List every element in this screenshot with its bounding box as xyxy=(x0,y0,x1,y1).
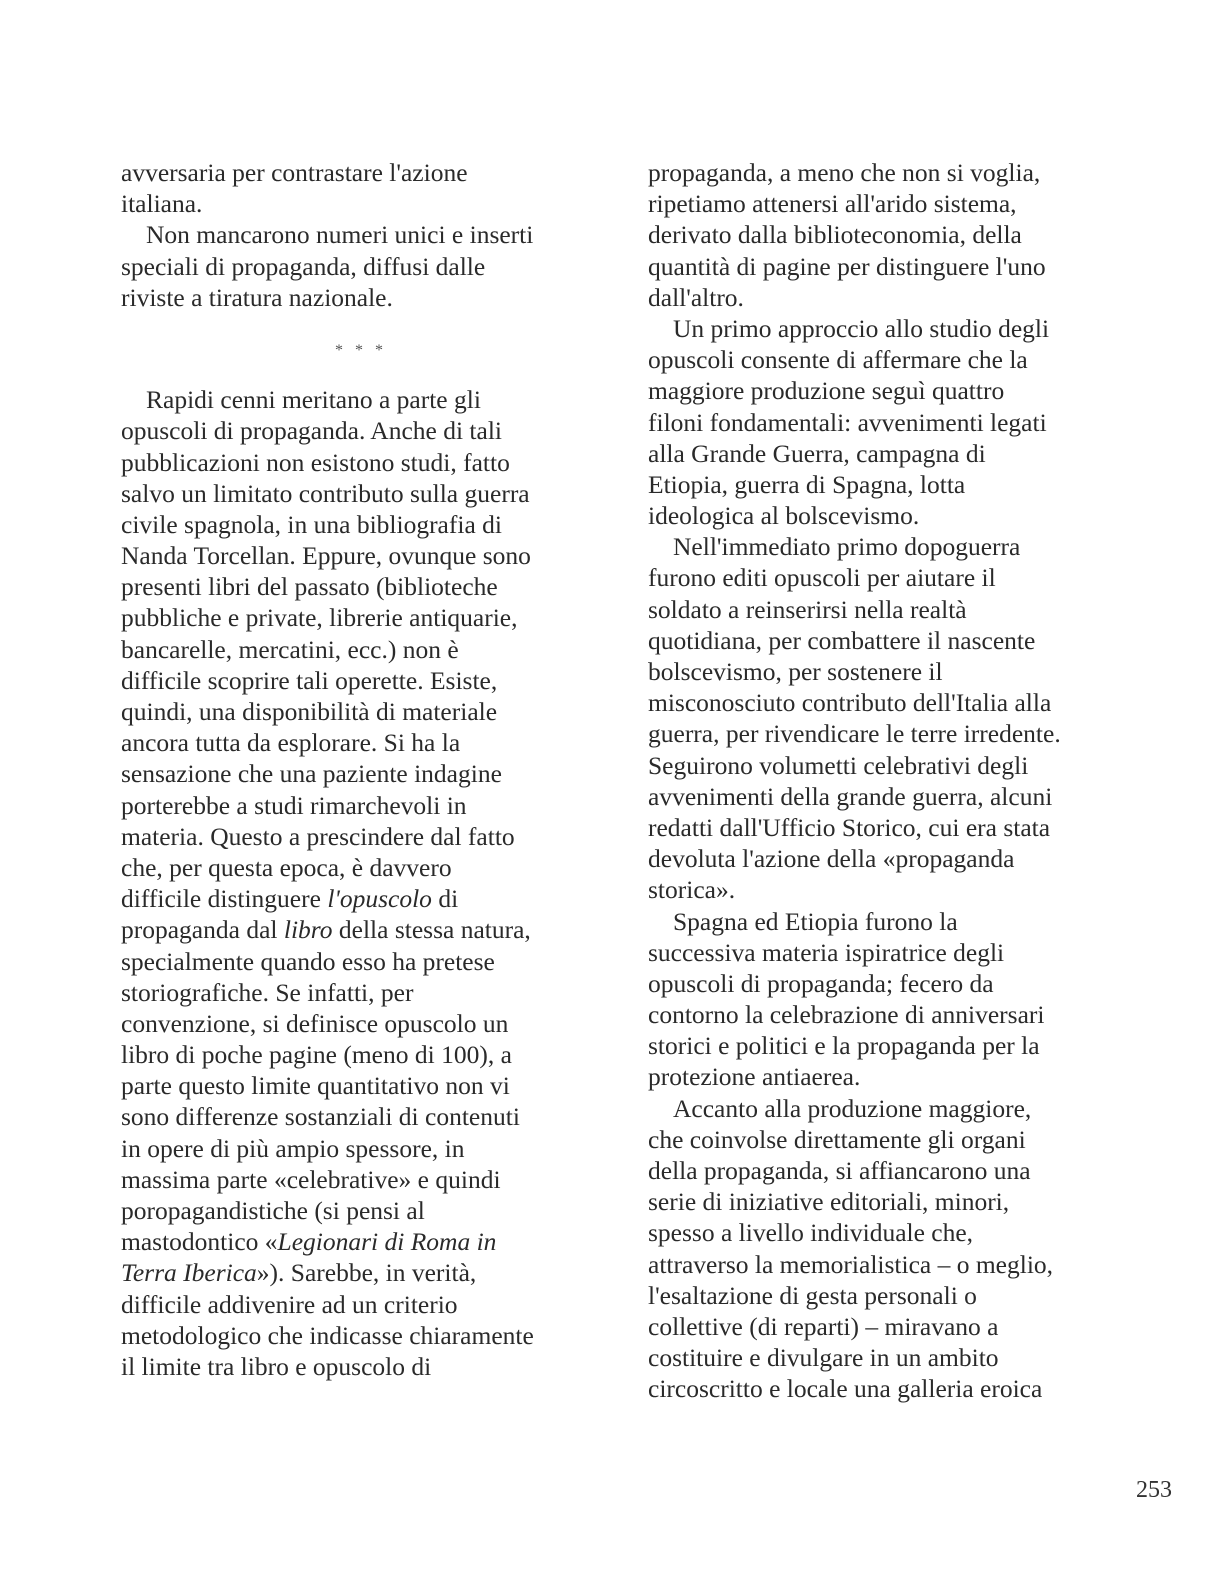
text-run: mastodontico « xyxy=(121,1227,278,1257)
text-line: maggiore produzione seguì quattro xyxy=(648,376,1005,406)
text-line: difficile addivenire ad un criterio xyxy=(121,1289,458,1319)
text-line: contorno la celebrazione di anniversari xyxy=(648,1000,1045,1030)
text-line: alla Grande Guerra, campagna di xyxy=(648,438,986,468)
text-line: dall'altro. xyxy=(648,282,744,312)
text-line: costituire e divulgare in un ambito xyxy=(648,1343,999,1373)
text-line: opuscoli di propaganda. Anche di tali xyxy=(121,416,502,446)
text-line: il limite tra libro e opuscolo di xyxy=(121,1351,432,1381)
text-line: pubblicazioni non esistono studi, fatto xyxy=(121,447,510,477)
text-line: pubbliche e private, librerie antiquarie, xyxy=(121,603,518,633)
page-number: 253 xyxy=(1136,1477,1172,1503)
section-separator: * * * xyxy=(335,341,387,359)
text-line: Spagna ed Etiopia furono la xyxy=(673,906,958,936)
text-line: salvo un limitato contributo sulla guerra xyxy=(121,478,530,508)
text-line: protezione antiaerea. xyxy=(648,1062,861,1092)
text-line xyxy=(121,1257,601,1288)
text-line: avversaria per contrastare l'azione xyxy=(121,158,468,187)
text-line: ideologica al bolscevismo. xyxy=(648,501,920,531)
text-line: porterebbe a studi rimarchevoli in xyxy=(121,790,467,820)
text-line: speciali di propaganda, diffusi dalle xyxy=(121,251,486,281)
text-line: riviste a tiratura nazionale. xyxy=(121,282,393,312)
text-line: filoni fondamentali: avvenimenti legati xyxy=(648,407,1047,437)
text-line: difficile scoprire tali operette. Esiste, xyxy=(121,665,498,695)
text-line: presenti libri del passato (biblioteche xyxy=(121,572,498,602)
text-line: in opere di più ampio spessore, in xyxy=(121,1133,465,1163)
italic-term: l'opuscolo xyxy=(327,884,432,914)
text-line: che coinvolse direttamente gli organi xyxy=(648,1124,1026,1154)
text-line xyxy=(121,883,601,914)
text-line: furono editi opuscoli per aiutare il xyxy=(648,563,996,593)
text-line: Seguirono volumetti celebrativi degli xyxy=(648,750,1029,780)
text-line: storiografiche. Se infatti, per xyxy=(121,977,414,1007)
text-line xyxy=(121,1226,601,1257)
text-line: quindi, una disponibilità di materiale xyxy=(121,697,498,726)
text-line: italiana. xyxy=(121,189,203,219)
text-line: guerra, per rivendicare le terre irredente. xyxy=(648,719,1061,749)
text-line: misconosciuto contributo dell'Italia alla xyxy=(648,688,1052,718)
text-line: specialmente quando esso ha pretese xyxy=(121,946,495,976)
text-run: di xyxy=(431,884,459,914)
text-line: opuscoli consente di affermare che la xyxy=(648,345,1028,375)
text-run: »). Sarebbe, in verità, xyxy=(256,1258,477,1288)
italic-title: Terra Iberica xyxy=(121,1258,257,1288)
text-run: propaganda dal xyxy=(121,915,284,945)
text-line: serie di iniziative editoriali, minori, xyxy=(648,1187,1010,1217)
text-line: quantità di pagine per distinguere l'uno xyxy=(648,251,1046,281)
text-line: propaganda, a meno che non si voglia, xyxy=(648,158,1041,187)
text-line: derivato dalla biblioteconomia, della xyxy=(648,220,1022,250)
text-line: opuscoli di propaganda; fecero da xyxy=(648,968,994,998)
text-line: sono differenze sostanziali di contenuti xyxy=(121,1102,520,1132)
text-line: Etiopia, guerra di Spagna, lotta xyxy=(648,469,966,499)
text-line: della propaganda, si affiancarono una xyxy=(648,1156,1031,1185)
text-line: Nanda Torcellan. Eppure, ovunque sono xyxy=(121,541,531,571)
text-run: della stessa natura, xyxy=(332,915,531,945)
text-line: spesso a livello individuale che, xyxy=(648,1218,974,1248)
text-line: bolscevismo, per sostenere il xyxy=(648,657,943,686)
text-line: Non mancarono numeri unici e inserti xyxy=(146,220,534,250)
right-column xyxy=(648,157,1118,1405)
text-line: Nell'immediato primo dopoguerra xyxy=(673,532,1021,562)
italic-term: libro xyxy=(283,915,333,945)
text-line: massima parte «celebrative» e quindi xyxy=(121,1164,501,1194)
text-line: Accanto alla produzione maggiore, xyxy=(673,1093,1032,1123)
text-line: ripetiamo attenersi all'arido sistema, xyxy=(648,189,1017,219)
left-column xyxy=(121,157,601,1382)
text-line: circoscritto e locale una galleria eroica xyxy=(648,1374,1043,1404)
text-line: Rapidi cenni meritano a parte gli xyxy=(146,385,481,415)
text-line: sensazione che una paziente indagine xyxy=(121,759,502,789)
text-line: materia. Questo a prescindere dal fatto xyxy=(121,821,515,851)
text-line: devoluta l'azione della «propaganda xyxy=(648,844,1015,874)
text-line: che, per questa epoca, è davvero xyxy=(121,852,452,882)
text-line: quotidiana, per combattere il nascente xyxy=(648,625,1036,655)
text-line: libro di poche pagine (meno di 100), a xyxy=(121,1040,512,1070)
text-line: successiva materia ispiratrice degli xyxy=(648,937,1005,967)
text-line: attraverso la memorialistica – o meglio, xyxy=(648,1249,1054,1279)
text-line: civile spagnola, in una bibliografia di xyxy=(121,509,502,539)
text-line: soldato a reinserirsi nella realtà xyxy=(648,594,967,624)
text-line: l'esaltazione di gesta personali o xyxy=(648,1280,977,1310)
text-line: ancora tutta da esplorare. Si ha la xyxy=(121,728,461,758)
text-line: Un primo approccio allo studio degli xyxy=(673,313,1050,343)
text-run: difficile distinguere xyxy=(121,884,328,914)
text-line: storica». xyxy=(648,875,736,905)
text-line: convenzione, si definisce opuscolo un xyxy=(121,1008,509,1038)
text-line xyxy=(121,914,601,945)
text-line: redatti dall'Ufficio Storico, cui era stata xyxy=(648,812,1051,842)
text-line: parte questo limite quantitativo non vi xyxy=(121,1071,510,1101)
text-line: metodologico che indicasse chiaramente xyxy=(121,1320,534,1350)
text-line: poropagandistiche (si pensi al xyxy=(121,1196,425,1225)
text-line: storici e politici e la propaganda per la xyxy=(648,1031,1040,1061)
italic-title: Legionari di Roma in xyxy=(277,1227,497,1257)
text-line: collettive (di reparti) – miravano a xyxy=(648,1311,999,1341)
text-line: bancarelle, mercatini, ecc.) non è xyxy=(121,634,459,664)
text-line: avvenimenti della grande guerra, alcuni xyxy=(648,781,1053,811)
